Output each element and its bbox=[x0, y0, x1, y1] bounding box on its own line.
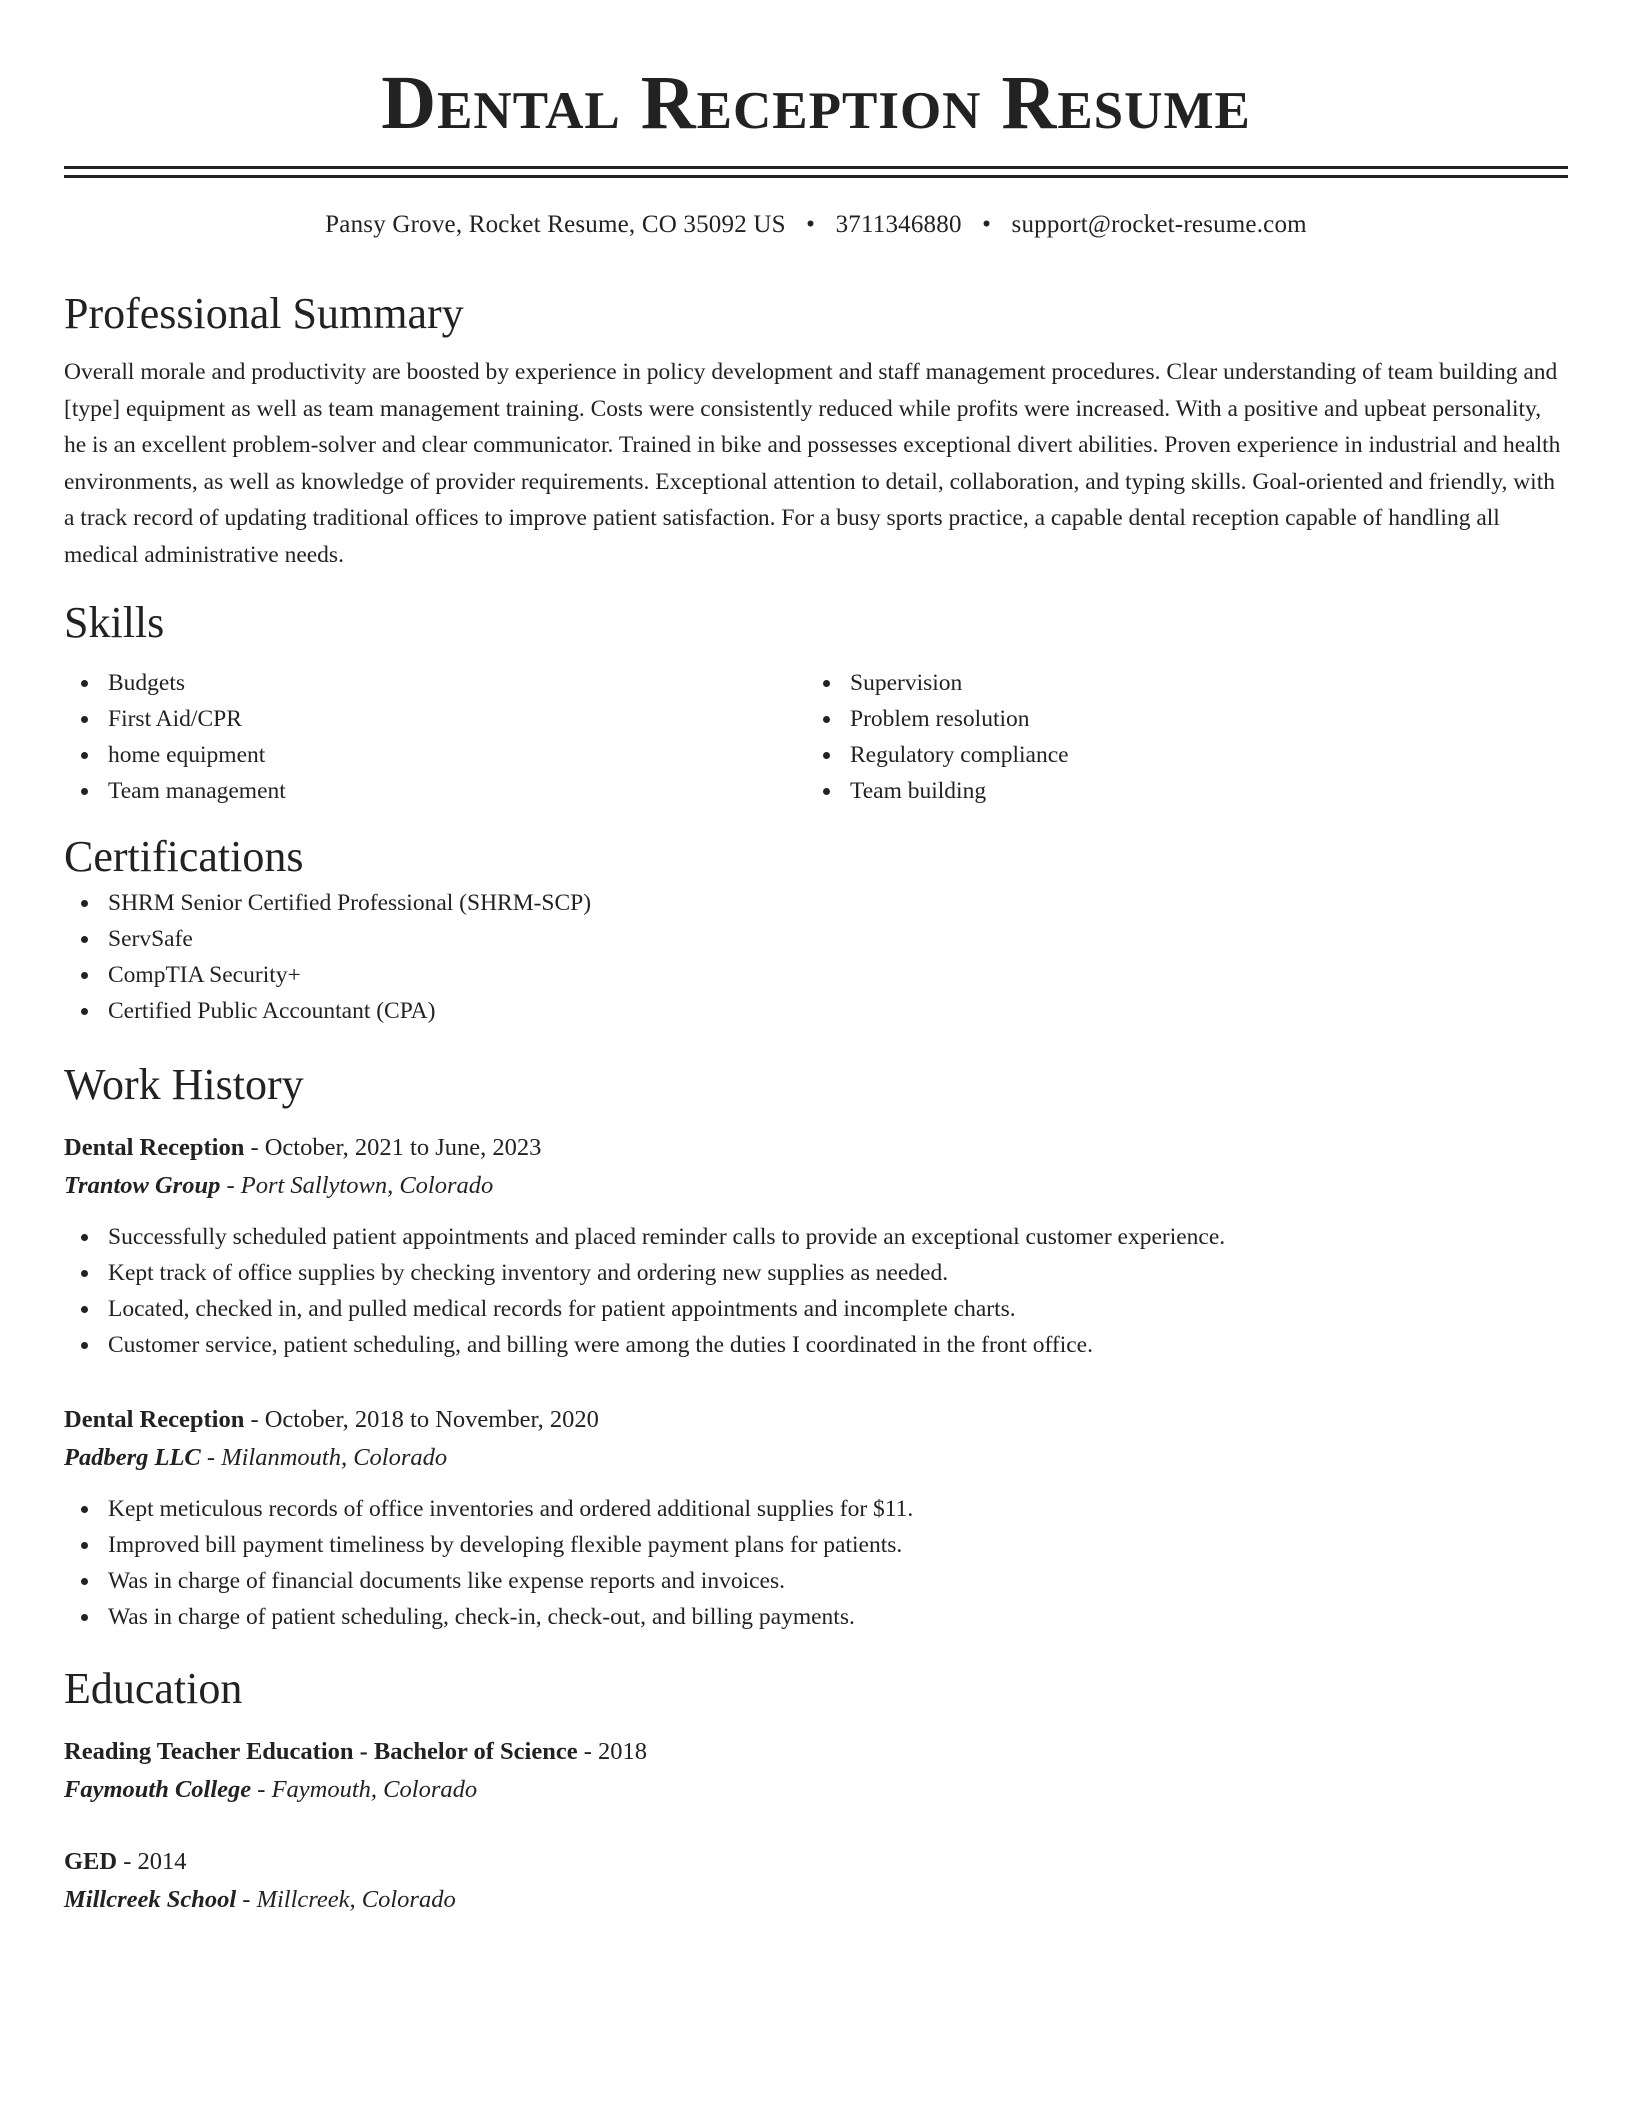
job-title: Dental Reception bbox=[64, 1406, 245, 1433]
skills-column-right bbox=[806, 665, 1548, 809]
job-duty: Customer service, patient scheduling, and billing were among the duties I coordinated in the front office. bbox=[64, 1327, 1568, 1363]
contact-email: support@rocket-resume.com bbox=[1011, 211, 1307, 238]
job-company-line bbox=[64, 1439, 1568, 1477]
education-entry bbox=[64, 1733, 1568, 1809]
skill-item: Team building bbox=[806, 773, 1548, 809]
job-duties-list bbox=[64, 1491, 1568, 1635]
education-year: - 2018 bbox=[577, 1738, 648, 1765]
education-heading: Education bbox=[64, 1664, 243, 1713]
education-entry bbox=[64, 1843, 1568, 1919]
job-duty: Successfully scheduled patient appointments and placed reminder calls to provide an exceptional customer experience. bbox=[64, 1219, 1568, 1255]
education-section bbox=[64, 1661, 1568, 1919]
skill-item: Problem resolution bbox=[806, 701, 1548, 737]
work-history-heading: Work History bbox=[64, 1060, 304, 1109]
job-location: - Port Sallytown, Colorado bbox=[220, 1172, 494, 1199]
certifications-section bbox=[64, 829, 1568, 1029]
contact-separator: • bbox=[806, 211, 816, 238]
skill-item: home equipment bbox=[64, 737, 806, 773]
job-dates: - October, 2021 to June, 2023 bbox=[244, 1134, 542, 1161]
job-company: Trantow Group bbox=[64, 1172, 221, 1199]
contact-separator: • bbox=[982, 211, 992, 238]
contact-line bbox=[64, 208, 1568, 242]
summary-heading: Professional Summary bbox=[64, 289, 464, 338]
job-company: Padberg LLC bbox=[64, 1444, 201, 1471]
job-duty: Kept meticulous records of office inventories and ordered additional supplies for $11. bbox=[64, 1491, 1568, 1527]
job-title-line bbox=[64, 1129, 1568, 1167]
education-school-line bbox=[64, 1881, 1568, 1919]
certifications-heading: Certifications bbox=[64, 832, 304, 881]
job-title: Dental Reception bbox=[64, 1134, 245, 1161]
job-entry bbox=[64, 1129, 1568, 1363]
skill-item: Budgets bbox=[64, 665, 806, 701]
skills-heading: Skills bbox=[64, 598, 165, 647]
certifications-list bbox=[64, 885, 1568, 1029]
certification-item: SHRM Senior Certified Professional (SHRM-SCP) bbox=[64, 885, 1568, 921]
skill-item: First Aid/CPR bbox=[64, 701, 806, 737]
job-duty: Was in charge of patient scheduling, check-in, check-out, and billing payments. bbox=[64, 1599, 1568, 1635]
job-dates: - October, 2018 to November, 2020 bbox=[244, 1406, 599, 1433]
certification-item: CompTIA Security+ bbox=[64, 957, 1568, 993]
work-history-section bbox=[64, 1057, 1568, 1635]
skills-grid bbox=[64, 665, 1568, 809]
education-location: - Millcreek, Colorado bbox=[236, 1886, 456, 1913]
education-degree: Reading Teacher Education - Bachelor of Science bbox=[64, 1738, 578, 1765]
contact-phone: 3711346880 bbox=[835, 211, 962, 238]
education-degree: GED bbox=[64, 1848, 118, 1875]
skills-column-left bbox=[64, 665, 806, 809]
skill-item: Supervision bbox=[806, 665, 1548, 701]
title-divider bbox=[64, 166, 1568, 178]
certification-item: ServSafe bbox=[64, 921, 1568, 957]
education-school: Millcreek School bbox=[64, 1886, 237, 1913]
job-duty: Was in charge of financial documents like expense reports and invoices. bbox=[64, 1563, 1568, 1599]
education-location: - Faymouth, Colorado bbox=[251, 1776, 478, 1803]
education-school: Faymouth College bbox=[64, 1776, 252, 1803]
job-duty: Improved bill payment timeliness by developing flexible payment plans for patients. bbox=[64, 1527, 1568, 1563]
resume-title: Dental Reception Resume bbox=[381, 61, 1251, 145]
education-degree-line bbox=[64, 1843, 1568, 1881]
job-entry bbox=[64, 1401, 1568, 1635]
education-year: - 2014 bbox=[117, 1848, 187, 1875]
job-title-line bbox=[64, 1401, 1568, 1439]
job-duty: Located, checked in, and pulled medical records for patient appointments and incomplete charts. bbox=[64, 1291, 1568, 1327]
contact-address: Pansy Grove, Rocket Resume, CO 35092 US bbox=[325, 211, 786, 238]
job-duties-list bbox=[64, 1219, 1568, 1363]
education-school-line bbox=[64, 1771, 1568, 1809]
skill-item: Team management bbox=[64, 773, 806, 809]
education-degree-line bbox=[64, 1733, 1568, 1771]
summary-section bbox=[64, 286, 1568, 573]
job-location: - Milanmouth, Colorado bbox=[200, 1444, 448, 1471]
job-company-line bbox=[64, 1167, 1568, 1205]
job-duty: Kept track of office supplies by checking inventory and ordering new supplies as needed. bbox=[64, 1255, 1568, 1291]
summary-text: Overall morale and productivity are boosted by experience in policy development and staff management procedures. Clear understanding of team building and [type] equipment as well as team management training. Costs were consistently reduced while profits were increased. With a positive and upbeat personality, he is an excellent problem-solver and clear communicator. Trained in bike and possesses exceptional divert abilities. Proven experience in industrial and health environments, as well as knowledge of provider requirements. Exceptional attention to detail, collaboration, and typing skills. Goal-oriented and friendly, with a track record of updating traditional offices to improve patient satisfaction. For a busy sports practice, a capable dental reception capable of handling all medical administrative needs. bbox=[64, 359, 1561, 568]
skill-item: Regulatory compliance bbox=[806, 737, 1548, 773]
skills-section bbox=[64, 595, 1568, 809]
certification-item: Certified Public Accountant (CPA) bbox=[64, 993, 1568, 1029]
